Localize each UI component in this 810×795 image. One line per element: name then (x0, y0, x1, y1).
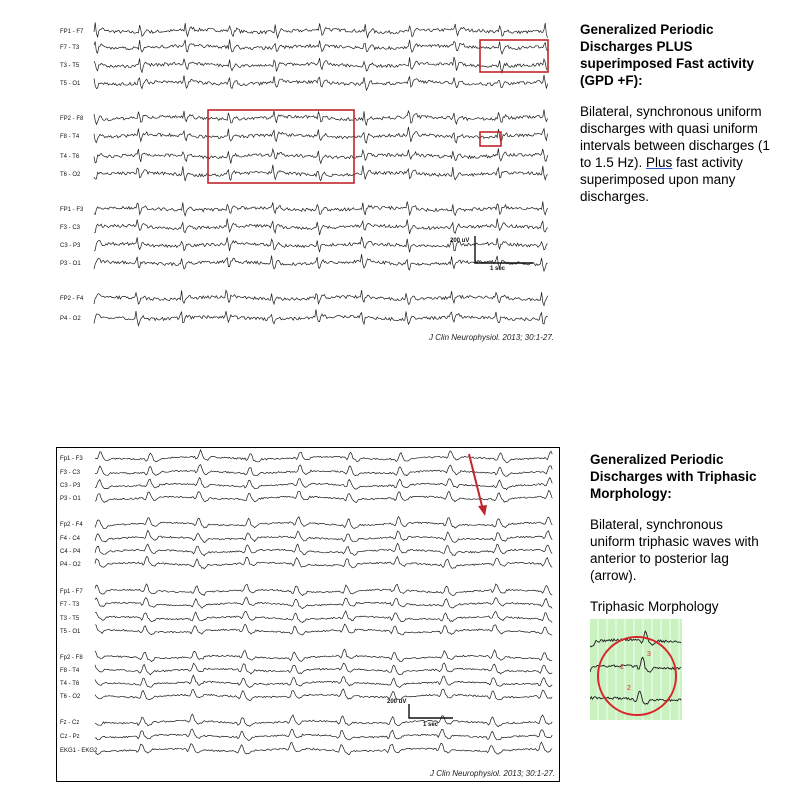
panel-subheading: Triphasic Morphology (590, 599, 719, 614)
phase-label-3: 3 (647, 651, 651, 658)
scale-time-label: 1 sec (423, 722, 439, 728)
eeg-channel-trace (95, 517, 552, 529)
channel-label: Fp2 - F4 (60, 522, 83, 528)
panel-heading: Generalized Periodic Discharges with Triphasic Morphology: (590, 452, 757, 501)
channel-label: C4 - P4 (60, 549, 81, 555)
eeg-channel-trace (94, 309, 548, 325)
eeg-channel-trace (95, 742, 552, 754)
citation: J Clin Neurophysiol. 2013; 30:1-27. (430, 769, 555, 778)
channel-label: P4 - O2 (60, 316, 81, 322)
eeg-channel-trace (94, 290, 548, 306)
arrow-icon (478, 505, 487, 516)
channel-label: Cz - Pz (60, 734, 80, 740)
eeg-channel-trace (94, 149, 548, 164)
channel-label: F3 - C3 (60, 470, 81, 476)
eeg-channel-trace (95, 663, 552, 675)
channel-label: P3 - O1 (60, 496, 81, 502)
channel-label: T6 - O2 (60, 172, 81, 178)
eeg-channel-trace (94, 22, 548, 37)
channel-label: T5 - O1 (60, 81, 81, 87)
underlined-word: Plus (646, 155, 673, 170)
eeg-channel-trace (95, 729, 552, 741)
eeg-trace-canvas (57, 448, 559, 781)
channel-label: FP2 - F4 (60, 296, 84, 302)
channel-label: P3 - O1 (60, 261, 81, 267)
eeg-channel-trace (95, 557, 552, 569)
phase-label-1: 1 (620, 664, 624, 671)
channel-label: Fz - Cz (60, 720, 80, 726)
scale-amplitude-label: 200 uV (450, 238, 470, 244)
channel-label: F8 - T4 (60, 134, 80, 140)
eeg-channel-trace (94, 110, 548, 126)
eeg-trace-canvas (58, 10, 558, 345)
channel-labels (60, 456, 98, 754)
eeg-channel-trace (94, 75, 548, 90)
channel-label: P4 - O2 (60, 562, 81, 568)
eeg-channel-trace (95, 530, 552, 542)
eeg-channel-trace (95, 465, 552, 477)
channel-label: Fp2 - F8 (60, 655, 83, 661)
channel-labels (60, 29, 84, 322)
eeg-channel-trace (95, 597, 552, 609)
description-panel-gpd-plus-fast (580, 21, 780, 205)
channel-label: EKG1 - EKG2 (60, 748, 98, 754)
channel-label: C3 - P3 (60, 243, 81, 249)
channel-label: T3 - T5 (60, 63, 80, 69)
citation: J Clin Neurophysiol. 2013; 30:1-27. (429, 333, 554, 342)
channel-label: F7 - T3 (60, 602, 80, 608)
channel-label: F4 - C4 (60, 536, 81, 542)
panel-heading: Generalized Periodic Discharges PLUS superimposed Fast activity (GPD +F): (580, 22, 755, 88)
channel-label: Fp1 - F3 (60, 456, 83, 462)
channel-label: F7 - T3 (60, 45, 80, 51)
eeg-channel-trace (94, 165, 548, 181)
eeg-channel-trace (95, 478, 552, 490)
channel-label: T3 - T5 (60, 616, 80, 622)
eeg-channel-trace (95, 624, 552, 635)
channel-label: F8 - T4 (60, 668, 80, 674)
triphasic-morphology-inset (590, 619, 682, 720)
arrow-shaft (469, 454, 483, 510)
eeg-channel-trace (94, 237, 548, 253)
scale-amplitude-label: 200 uV (387, 699, 407, 705)
channel-label: FP2 - F8 (60, 116, 84, 122)
channel-label: C3 - P3 (60, 483, 81, 489)
scale-time-label: 1 sec (490, 266, 506, 272)
eeg-traces (95, 450, 552, 755)
eeg-channel-trace (95, 491, 552, 503)
channel-label: FP1 - F7 (60, 29, 84, 35)
channel-label: T4 - T6 (60, 681, 80, 687)
eeg-channel-trace (95, 689, 552, 701)
eeg-channel-trace (95, 675, 552, 687)
eeg-channel-trace (94, 201, 548, 215)
channel-label: FP1 - F3 (60, 207, 84, 213)
eeg-channel-trace (95, 584, 552, 596)
description-panel-triphasic (590, 451, 770, 615)
channel-label: F3 - C3 (60, 225, 81, 231)
scale-bar (475, 236, 533, 263)
scale-bar (409, 704, 453, 718)
eeg-channel-trace (95, 611, 552, 623)
inset-canvas (590, 619, 682, 720)
channel-label: Fp1 - F7 (60, 589, 83, 595)
eeg-channel-trace (95, 714, 552, 727)
channel-label: T6 - O2 (60, 694, 81, 700)
eeg-figure-gpd-plus-fast (58, 10, 558, 345)
phase-label-2: 2 (627, 685, 631, 692)
panel-body: Bilateral, synchronous uniform discharges with quasi uniform intervals between discharges (1 to 1.5 Hz). Plus fast activity superimposed upon many discharges. (580, 104, 770, 204)
inset-background (590, 619, 682, 720)
channel-label: T5 - O1 (60, 629, 81, 635)
channel-label: T4 - T6 (60, 154, 80, 160)
eeg-figure-triphasic (56, 447, 560, 782)
panel-body: Bilateral, synchronous uniform triphasic waves with anterior to posterior lag (arrow). (590, 517, 759, 583)
eeg-channel-trace (95, 543, 552, 556)
eeg-channel-trace (95, 450, 552, 463)
eeg-channel-trace (95, 649, 552, 662)
eeg-channel-trace (94, 219, 548, 236)
